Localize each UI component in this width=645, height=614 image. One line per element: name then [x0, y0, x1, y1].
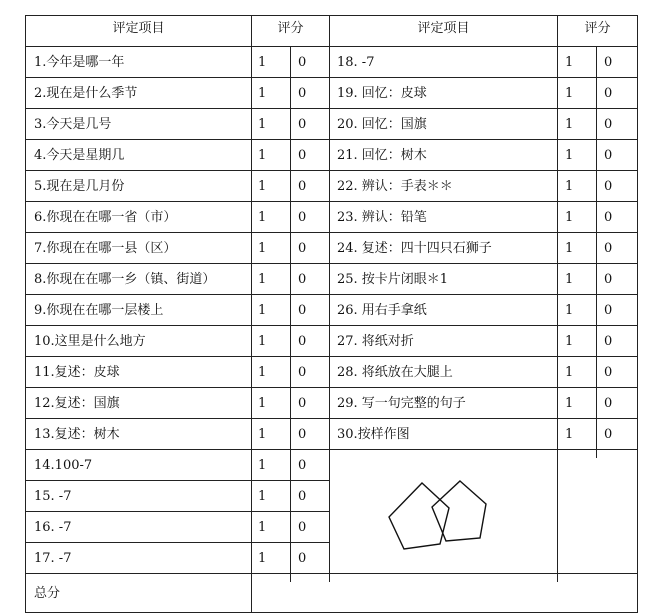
- score-zero: 0: [298, 520, 307, 535]
- score-zero: 0: [298, 334, 307, 349]
- item-label: 9.你现在在哪一层楼上: [34, 303, 164, 318]
- item-label: 6.你现在在哪一省（市）: [34, 210, 177, 225]
- score-one: 1: [258, 179, 267, 194]
- item-label: 19. 回忆：皮球: [337, 86, 427, 101]
- score-zero: 0: [604, 148, 613, 163]
- score-one: 1: [565, 210, 574, 225]
- score-one: 1: [258, 458, 267, 473]
- score-zero: 0: [298, 148, 307, 163]
- item-label: 7.你现在在哪一县（区）: [34, 241, 177, 256]
- score-one: 1: [258, 241, 267, 256]
- score-zero: 0: [298, 117, 307, 132]
- score-one: 1: [565, 55, 574, 70]
- score-one: 1: [565, 148, 574, 163]
- score-one: 1: [258, 117, 267, 132]
- header-item-left: 评定项目: [112, 21, 165, 36]
- score-zero: 0: [298, 396, 307, 411]
- item-label: 20. 回忆：国旗: [337, 117, 427, 132]
- item-label: 21. 回忆：树木: [337, 148, 427, 163]
- score-zero: 0: [604, 210, 613, 225]
- score-zero: 0: [604, 86, 613, 101]
- score-zero: 0: [604, 272, 613, 287]
- item-label: 26. 用右手拿纸: [337, 303, 427, 318]
- item-label: 28. 将纸放在大腿上: [337, 365, 453, 380]
- item-label: 25. 按卡片闭眼＊1: [337, 272, 449, 287]
- score-one: 1: [565, 179, 574, 194]
- score-zero: 0: [298, 86, 307, 101]
- item-label: 23. 辨认：铅笔: [337, 210, 427, 225]
- score-zero: 0: [604, 334, 613, 349]
- score-one: 1: [258, 55, 267, 70]
- item-label: 27. 将纸对折: [337, 334, 414, 349]
- score-zero: 0: [298, 303, 307, 318]
- score-one: 1: [258, 272, 267, 287]
- score-zero: 0: [298, 458, 307, 473]
- item-label: 29. 写一句完整的句子: [337, 396, 466, 411]
- item-label: 14.100-7: [34, 458, 93, 473]
- total-score-label: 总分: [34, 586, 61, 601]
- score-one: 1: [565, 396, 574, 411]
- item-label: 3.今天是几号: [34, 117, 112, 132]
- item-label: 8.你现在在哪一乡（镇、街道）: [34, 272, 216, 287]
- score-zero: 0: [298, 179, 307, 194]
- score-one: 1: [258, 210, 267, 225]
- item-label: 17. -7: [34, 551, 72, 566]
- interlocking-pentagons-icon: [389, 481, 486, 549]
- score-zero: 0: [604, 117, 613, 132]
- score-zero: 0: [604, 303, 613, 318]
- item-label: 12.复述：国旗: [34, 396, 120, 411]
- score-zero: 0: [604, 55, 613, 70]
- score-one: 1: [258, 334, 267, 349]
- score-zero: 0: [298, 210, 307, 225]
- score-one: 1: [258, 396, 267, 411]
- item-label: 22. 辨认：手表＊＊: [337, 179, 453, 194]
- score-zero: 0: [298, 489, 307, 504]
- item-label: 10.这里是什么地方: [34, 334, 146, 349]
- score-one: 1: [258, 427, 267, 442]
- score-zero: 0: [298, 365, 307, 380]
- score-one: 1: [565, 427, 574, 442]
- score-one: 1: [258, 551, 267, 566]
- item-label: 5.现在是几月份: [34, 179, 125, 194]
- item-label: 30.按样作图: [337, 427, 410, 442]
- score-zero: 0: [298, 551, 307, 566]
- score-zero: 0: [298, 272, 307, 287]
- score-one: 1: [258, 365, 267, 380]
- score-zero: 0: [298, 241, 307, 256]
- score-one: 1: [258, 148, 267, 163]
- score-zero: 0: [298, 55, 307, 70]
- score-one: 1: [565, 241, 574, 256]
- score-one: 1: [258, 489, 267, 504]
- score-zero: 0: [604, 396, 613, 411]
- score-one: 1: [565, 272, 574, 287]
- score-zero: 0: [604, 241, 613, 256]
- item-label: 16. -7: [34, 520, 72, 535]
- score-one: 1: [565, 117, 574, 132]
- score-one: 1: [565, 303, 574, 318]
- score-one: 1: [258, 520, 267, 535]
- item-label: 13.复述：树木: [34, 427, 120, 442]
- score-one: 1: [565, 86, 574, 101]
- header-item-right: 评定项目: [417, 21, 470, 36]
- item-label: 11.复述：皮球: [34, 365, 120, 380]
- item-label: 18. -7: [337, 55, 375, 70]
- score-one: 1: [565, 365, 574, 380]
- header-score-left: 评分: [277, 21, 304, 36]
- item-label: 24. 复述：四十四只石狮子: [337, 241, 492, 256]
- item-label: 1.今年是哪一年: [34, 55, 125, 70]
- score-one: 1: [258, 86, 267, 101]
- score-one: 1: [258, 303, 267, 318]
- header-score-right: 评分: [584, 21, 611, 36]
- score-zero: 0: [298, 427, 307, 442]
- score-one: 1: [565, 334, 574, 349]
- score-zero: 0: [604, 179, 613, 194]
- item-label: 15. -7: [34, 489, 72, 504]
- item-label: 4.今天是星期几: [34, 148, 125, 163]
- score-zero: 0: [604, 427, 613, 442]
- item-label: 2.现在是什么季节: [34, 86, 138, 101]
- score-zero: 0: [604, 365, 613, 380]
